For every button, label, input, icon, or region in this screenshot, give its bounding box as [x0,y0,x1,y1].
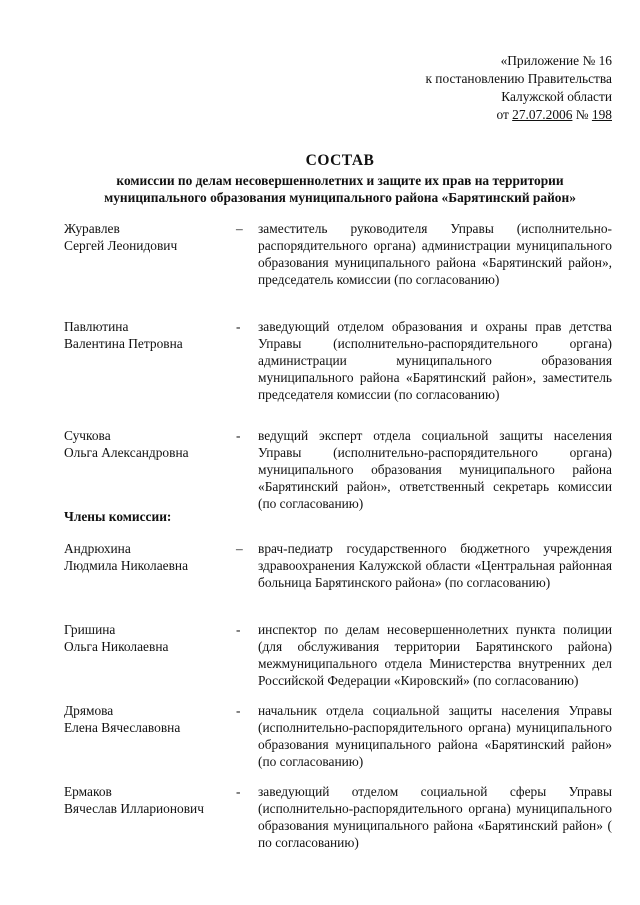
member-name [64,621,224,655]
member-role: инспектор по делам несовершеннолетних пункта полиции (для обслуживания территории Барятинского района) межмуниципального отдела Министерства внутренних дел Российской Федерации «Кировский» (по согласованию) [258,622,612,688]
member-given-name: Сергей Леонидович [64,238,178,253]
member-given-name: Вячеслав Илларионович [64,801,204,816]
member-name [64,702,224,736]
member-role: начальник отдела социальной защиты населения Управы (исполнительно-распорядительного органа) муниципального образования муниципального района «Барятинский район» (по согласованию) [258,703,612,769]
appendix-date-line [425,106,612,124]
number-prefix: № [572,107,592,122]
dash-separator: - [236,319,241,334]
member-surname: Павлютина [64,319,129,334]
member-name [64,318,224,352]
date-prefix: от [496,107,513,122]
member-surname: Сучкова [64,428,111,443]
members-heading: Члены комиссии: [64,509,172,524]
member-name [64,220,224,254]
appendix-line-3: Калужской области [501,89,612,104]
member-given-name: Елена Вячеславовна [64,720,181,735]
dash-separator: - [236,428,241,443]
member-surname: Журавлев [64,221,120,236]
member-role: заведующий отделом социальной сферы Управы (исполнительно-распорядительного органа) муниципального образования муниципального района «Барятинский район» ( по согласованию) [258,784,612,850]
member-given-name: Ольга Николаевна [64,639,169,654]
title-block [60,152,620,206]
dash-separator: - [236,622,241,637]
member-role: врач-педиатр государственного бюджетного учреждения здравоохранения Калужской области «Центральная районная больница Барятинского района» (по согласованию) [258,541,612,590]
member-name [64,540,224,574]
resolution-number: 198 [591,107,612,122]
member-role: заведующий отделом образования и охраны прав детства Управы (исполнительно-распорядительного органа) администрации муниципального образования муниципального района «Барятинский район», заместитель председателя комиссии (по согласованию) [258,319,612,402]
dash-separator: – [236,541,243,556]
member-surname: Ермаков [64,784,112,799]
dash-separator: - [236,703,241,718]
member-name [64,783,224,817]
appendix-header [425,52,612,124]
member-given-name: Ольга Александровна [64,445,189,460]
resolution-date: 27.07.2006 [512,107,573,122]
document-subtitle-line-2: муниципального образования муниципального района «Барятинский район» [104,190,576,205]
member-name [64,427,224,461]
dash-separator: – [236,221,243,236]
member-role: ведущий эксперт отдела социальной защиты населения Управы (исполнительно-распорядительного органа) муниципального образования муниципального района «Барятинский район», ответственный секретарь комиссии (по согласованию) [258,428,612,511]
member-role: заместитель руководителя Управы (исполнительно-распорядительного органа) администрации муниципального образования муниципального района «Барятинский район», председатель комиссии (по согласованию) [258,221,612,287]
document-subtitle-line-1: комиссии по делам несовершеннолетних и защите их прав на территории [116,173,564,188]
member-surname: Гришина [64,622,116,637]
appendix-line-2: к постановлению Правительства [425,71,612,86]
dash-separator: - [236,784,241,799]
document-title: СОСТАВ [305,152,375,169]
member-given-name: Людмила Николаевна [64,558,189,573]
member-surname: Дрямова [64,703,114,718]
member-given-name: Валентина Петровна [64,336,183,351]
member-surname: Андрюхина [64,541,131,556]
appendix-line-1: «Приложение № 16 [500,53,612,68]
